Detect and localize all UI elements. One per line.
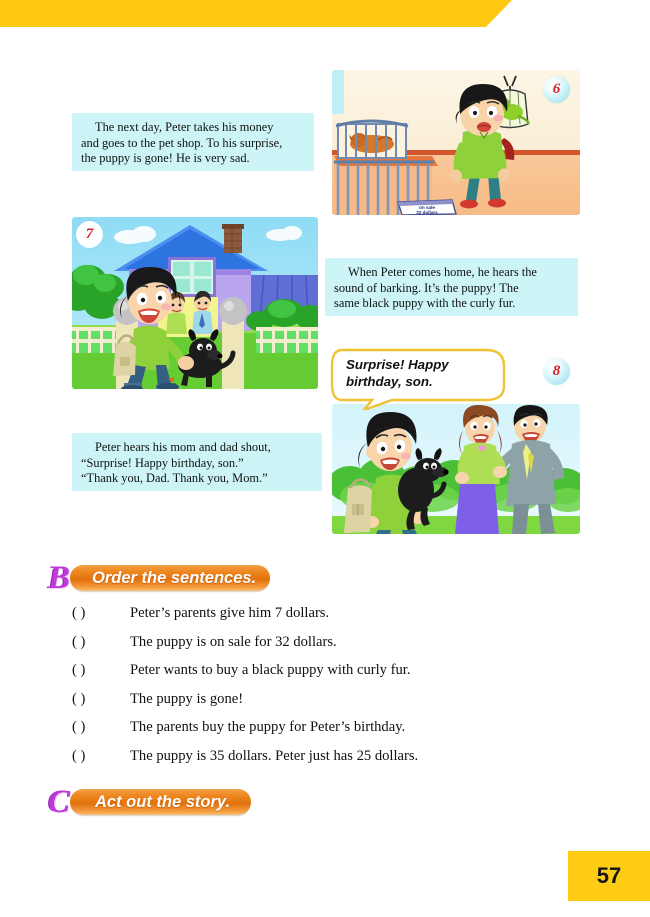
sentence-text: Peter wants to buy a black puppy with curly fur. [130,662,411,678]
svg-text:32 dollars: 32 dollars [416,210,438,215]
section-header-c [48,784,263,820]
caption-line: Peter hears his mom and dad shout, [95,440,271,454]
caption-line: the puppy is gone! He is very sad. [81,151,250,166]
top-banner-decoration [0,0,650,32]
speech-line: birthday, son. [346,373,433,389]
answer-blank-parenthesis[interactable]: ( ) [72,747,86,764]
panel-number-text: 8 [552,363,561,379]
answer-blank-parenthesis[interactable]: ( ) [72,719,86,735]
list-item[interactable] [72,605,592,634]
order-the-sentences-list [72,605,592,776]
list-item[interactable] [72,634,592,663]
comic-panel-7-illustration [72,217,318,389]
section-c-title: Act out the story. [95,792,231,811]
list-item[interactable] [72,691,592,720]
caption-line: and goes to the pet shop. To his surprise, [81,135,283,150]
comic-panel-7-caption [325,258,578,316]
caption-line: “Surprise! Happy birthday, son.” [81,455,244,470]
caption-line: The next day, Peter takes his money [95,120,274,134]
sentence-text: The puppy is 35 dollars. Peter just has 25 dollars. [130,747,419,764]
caption-line: “Thank you, Dad. Thank you, Mom.” [81,471,268,486]
comic-panel-8-caption [72,433,322,491]
panel-number-badge-7 [76,221,103,248]
sentence-text: The puppy is gone! [130,690,244,707]
comic-panel-8-illustration [332,404,580,534]
comic-panel-6-caption [72,113,314,171]
speech-line: Surprise! Happy [346,357,449,372]
answer-blank-parenthesis[interactable]: ( ) [72,605,86,621]
section-b-title: Order the sentences. [92,568,257,587]
panel-number-text: 7 [85,226,94,242]
panel-number-text: 6 [552,81,561,97]
on-sale-sign [398,200,456,215]
sentence-text: The parents buy the puppy for Peter’s birthday. [130,719,406,735]
answer-blank-parenthesis[interactable]: ( ) [72,662,86,678]
speech-bubble [330,348,510,410]
caption-line: sound of barking. It’s the puppy! The [334,280,519,295]
speech-bubble-text [346,357,496,390]
panel-number-badge-8 [543,358,570,385]
caption-line: When Peter comes home, he hears the [348,265,537,279]
page-number: 57 [568,851,650,901]
list-item[interactable] [72,662,592,691]
panel-number-badge-6 [543,76,570,103]
section-c-letter: C [48,784,71,820]
svg-text:on sale: on sale [419,205,435,210]
answer-blank-parenthesis[interactable]: ( ) [72,633,86,650]
caption-line: same black puppy with the curly fur. [334,296,516,311]
answer-blank-parenthesis[interactable]: ( ) [72,690,86,707]
sentence-text: Peter’s parents give him 7 dollars. [130,605,330,621]
list-item[interactable] [72,748,592,777]
sentence-text: The puppy is on sale for 32 dollars. [130,633,337,650]
section-header-b [48,560,278,596]
list-item[interactable] [72,719,592,748]
section-b-letter: B [48,560,71,596]
